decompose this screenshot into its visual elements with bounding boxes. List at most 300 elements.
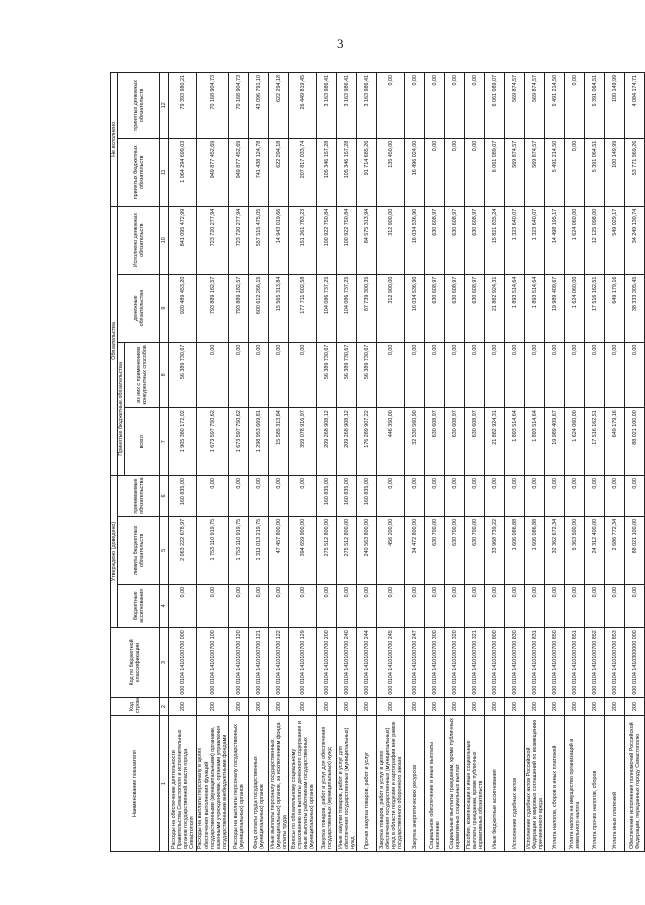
row-line-code: 200 xyxy=(269,698,289,716)
row-value: 104 086 737,25 xyxy=(317,274,337,342)
row-line-code: 200 xyxy=(525,698,545,716)
row-value: 1 893 514,64 xyxy=(525,408,545,476)
row-value: 0,00 xyxy=(485,476,505,517)
row-value: 5 491 214,50 xyxy=(545,138,565,206)
row-value: 21 882 924,31 xyxy=(485,274,505,342)
row-name: Социальные выплаты гражданам, кроме публичных нормативных социальных выплат xyxy=(445,716,465,852)
row-value: 209 268 908,12 xyxy=(317,408,337,476)
row-value: 0,00 xyxy=(197,476,229,517)
row-value: 14 943 019,66 xyxy=(269,206,289,274)
row-value: 104 086 737,25 xyxy=(337,274,357,342)
row-value: 0,00 xyxy=(405,584,425,627)
table-row xyxy=(405,73,425,852)
row-value: 53 771 969,26 xyxy=(625,138,645,206)
table-row xyxy=(445,73,465,852)
row-value: 0,00 xyxy=(625,342,645,408)
row-value: 0,00 xyxy=(229,342,249,408)
table-row xyxy=(289,73,317,852)
header-not-executed-2: принятых денежных обязательств xyxy=(118,73,160,139)
row-line-code: 200 xyxy=(377,698,405,716)
table-row xyxy=(229,73,249,852)
row-line-code: 200 xyxy=(425,698,445,716)
row-value: 0,00 xyxy=(377,342,405,408)
row-value: 0,00 xyxy=(249,342,269,408)
row-value: 0,00 xyxy=(405,476,425,517)
row-value: 0,00 xyxy=(565,73,585,139)
row-value: 0,00 xyxy=(405,73,425,139)
row-value: 0,00 xyxy=(425,138,445,206)
row-value: 630 700,00 xyxy=(425,516,445,584)
row-value: 949 877 452,69 xyxy=(197,138,229,206)
row-line-code: 200 xyxy=(545,698,565,716)
row-budget-code: 000 0104 1410100700 245 xyxy=(377,627,405,697)
row-value: 0,00 xyxy=(229,476,249,517)
row-value: 6 061 089,07 xyxy=(485,138,505,206)
row-value: 0,00 xyxy=(605,476,625,517)
row-value: 1 673 597 750,62 xyxy=(197,408,229,476)
row-value: 0,00 xyxy=(465,342,485,408)
row-name: Уплата иных платежей xyxy=(605,716,625,852)
row-name: Иные бюджетные ассигнования xyxy=(485,716,505,852)
row-value: 312 900,00 xyxy=(377,274,405,342)
row-value: 0,00 xyxy=(525,342,545,408)
row-value: 723 720 277,94 xyxy=(229,206,249,274)
header-not-executed: Не исполнено xyxy=(111,73,118,207)
row-value: 70 168 904,73 xyxy=(197,73,229,139)
row-value: 17 516 162,51 xyxy=(585,274,605,342)
row-value: 32 530 560,90 xyxy=(405,408,425,476)
row-value: 0,00 xyxy=(249,584,269,627)
row-name: Обеспечение исполнения полномочий Российской Федерации, переданных городу Севастополю xyxy=(625,716,645,852)
page-number: 3 xyxy=(337,36,344,51)
row-value: 649 179,16 xyxy=(605,274,625,342)
row-value: 84 575 313,94 xyxy=(357,206,377,274)
header-approved: Утверждено (доведено) xyxy=(111,476,118,628)
row-value: 79 393 980,21 xyxy=(169,73,197,139)
row-value: 630 608,97 xyxy=(425,408,445,476)
row-value: 0,00 xyxy=(269,476,289,517)
table-row xyxy=(425,73,445,852)
table-row xyxy=(269,73,289,852)
row-name: Закупка товаров, работ и услуг в целях обеспечения государственных (муниципальных) нужд в области геодезии и картографии вне рамок государственного оборонного заказа xyxy=(377,716,405,852)
row-value: 0,00 xyxy=(505,342,525,408)
row-value: 21 882 924,31 xyxy=(485,408,505,476)
row-value: 33 968 739,22 xyxy=(485,516,505,584)
row-value: 741 438 124,78 xyxy=(249,138,269,206)
row-line-code: 200 xyxy=(605,698,625,716)
row-value: 0,00 xyxy=(377,476,405,517)
row-value: 0,00 xyxy=(565,138,585,206)
row-name: Исполнение судебных актов xyxy=(505,716,525,852)
row-value: 176 289 907,22 xyxy=(357,408,377,476)
row-value: 0,00 xyxy=(425,73,445,139)
table-row xyxy=(625,73,645,852)
row-name: Фонд оплаты труда государственных (муниципальных) органов xyxy=(249,716,269,852)
row-line-code: 200 xyxy=(505,698,525,716)
row-value: 920 489 453,20 xyxy=(169,274,197,342)
row-name: Уплата прочих налогов, сборов xyxy=(585,716,605,852)
header-accepted-total: всего xyxy=(125,408,160,476)
row-value: 630 608,97 xyxy=(465,206,485,274)
row-budget-code: 000 0104 1410100700 830 xyxy=(505,627,525,697)
row-line-code: 200 xyxy=(337,698,357,716)
row-value: 177 711 602,58 xyxy=(289,274,317,342)
row-value: 1 298 953 669,81 xyxy=(249,408,269,476)
row-value: 209 268 908,12 xyxy=(337,408,357,476)
row-value: 2 063 222 678,97 xyxy=(169,516,197,584)
row-name: Расходы на выплаты персоналу в целях обеспечения выполнения функций государственными (муниципальными) органами, казенными учреждениями, органами управления государственными внебюджетными фондами xyxy=(197,716,229,852)
row-value: 5 491 214,50 xyxy=(545,73,565,139)
row-budget-code: 000 0104 1410100700 300 xyxy=(425,627,445,697)
row-value: 70 168 904,73 xyxy=(229,73,249,139)
row-value: 105 346 157,28 xyxy=(337,138,357,206)
row-line-code: 200 xyxy=(289,698,317,716)
table-row xyxy=(605,73,625,852)
row-value: 15 585 313,84 xyxy=(269,408,289,476)
row-value: 1 753 110 919,75 xyxy=(229,516,249,584)
row-value: 275 512 800,00 xyxy=(337,516,357,584)
row-value: 569 874,57 xyxy=(525,73,545,139)
table-body xyxy=(169,73,645,852)
row-value: 0,00 xyxy=(565,476,585,517)
header-executed: Исполнено денежных обязательств xyxy=(118,206,160,274)
table-row xyxy=(585,73,605,852)
row-value: 47 457 800,00 xyxy=(269,516,289,584)
row-value: 630 608,97 xyxy=(425,274,445,342)
row-value: 0,00 xyxy=(289,584,317,627)
row-value: 1 753 110 919,75 xyxy=(197,516,229,584)
row-value: 841 095 472,99 xyxy=(169,206,197,274)
table-row xyxy=(317,73,337,852)
row-budget-code: 000 0104 1410100700 800 xyxy=(485,627,505,697)
row-name: Иные выплаты персоналу государственных (муниципальных) органов, за исключением фонда оплаты труда xyxy=(269,716,289,852)
row-value: 1 606 086,88 xyxy=(505,516,525,584)
table-row xyxy=(505,73,525,852)
table-row xyxy=(525,73,545,852)
row-budget-code: 000 0104 1410100700 321 xyxy=(465,627,485,697)
row-value: 0,00 xyxy=(169,584,197,627)
header-not-executed-1: принятых бюджетных обязательств xyxy=(118,138,160,206)
row-value: 19 989 409,67 xyxy=(545,274,565,342)
row-value: 16 496 024,00 xyxy=(405,138,425,206)
row-budget-code: 000 0104 1410100700 831 xyxy=(525,627,545,697)
row-value: 1 606 086,88 xyxy=(525,516,545,584)
row-value: 0,00 xyxy=(565,342,585,408)
row-name: Расходы на выплаты персоналу государственных (муниципальных) органов xyxy=(229,716,249,852)
row-value: 24 312 400,00 xyxy=(585,516,605,584)
row-value: 0,00 xyxy=(605,342,625,408)
row-value: 0,00 xyxy=(545,584,565,627)
row-value: 14 498 195,17 xyxy=(545,206,565,274)
row-value: 0,00 xyxy=(585,342,605,408)
row-value: 26 449 819,45 xyxy=(289,73,317,139)
row-value: 0,00 xyxy=(289,342,317,408)
row-value: 56 389 730,67 xyxy=(357,342,377,408)
row-value: 100 922 750,84 xyxy=(317,206,337,274)
row-value: 88 021 100,00 xyxy=(625,408,645,476)
table-row xyxy=(377,73,405,852)
row-name: Уплата налогов, сборов и иных платежей xyxy=(545,716,565,852)
row-value: 0,00 xyxy=(317,584,337,627)
column-index-row: 1 2 3 4 5 6 7 8 9 10 11 12 xyxy=(160,73,169,852)
row-line-code: 200 xyxy=(249,698,269,716)
row-value: 0,00 xyxy=(465,584,485,627)
table-row xyxy=(565,73,585,852)
row-value: 0,00 xyxy=(445,476,465,517)
row-value: 16 034 536,90 xyxy=(405,206,425,274)
row-value: 207 817 033,74 xyxy=(289,138,317,206)
row-value: 0,00 xyxy=(465,138,485,206)
row-value: 0,00 xyxy=(405,342,425,408)
table-row xyxy=(485,73,505,852)
row-value: 91 714 685,26 xyxy=(357,138,377,206)
row-value: 0,00 xyxy=(485,342,505,408)
rotated-report-sheet xyxy=(110,72,641,852)
row-value: 630 608,97 xyxy=(465,408,485,476)
row-value: 600 612 266,15 xyxy=(249,274,269,342)
row-value: 34 472 800,00 xyxy=(405,516,425,584)
row-value: 5 391 064,51 xyxy=(585,73,605,139)
header-approved-2: лимиты бюджетных обязательств xyxy=(118,516,160,584)
row-value: 0,00 xyxy=(377,73,405,139)
row-value: 105 346 157,28 xyxy=(317,138,337,206)
table-row xyxy=(465,73,485,852)
row-line-code: 200 xyxy=(465,698,485,716)
row-value: 630 608,97 xyxy=(465,274,485,342)
row-value: 6 061 089,07 xyxy=(485,73,505,139)
header-approved-1: бюджетные ассигнования xyxy=(118,584,160,627)
row-budget-code: 000 0104 1410300000 000 xyxy=(625,627,645,697)
row-value: 569 874,57 xyxy=(505,73,525,139)
row-value: 15 821 835,24 xyxy=(485,206,505,274)
row-name: Закупка энергетических ресурсов xyxy=(405,716,425,852)
row-line-code: 200 xyxy=(625,698,645,716)
row-value: 622 294,18 xyxy=(269,73,289,139)
header-approved-3: принимаемые обязательства xyxy=(118,476,160,517)
row-value: 100 149,99 xyxy=(605,138,625,206)
row-value: 569 874,57 xyxy=(505,138,525,206)
row-value: 151 261 783,23 xyxy=(289,206,317,274)
header-accepted-competitive: из них с применением конкурентных способов xyxy=(125,342,160,408)
row-value: 949 877 452,69 xyxy=(229,138,249,206)
table-row xyxy=(337,73,357,852)
row-value: 1 893 514,64 xyxy=(525,274,545,342)
row-value: 0,00 xyxy=(545,342,565,408)
row-line-code: 200 xyxy=(445,698,465,716)
row-value: 160 835,00 xyxy=(169,476,197,517)
row-value: 5 363 500,00 xyxy=(565,516,585,584)
table-row xyxy=(357,73,377,852)
row-value: 88 021 100,00 xyxy=(625,516,645,584)
row-value: 0,00 xyxy=(485,584,505,627)
row-budget-code: 000 0104 1410100700 120 xyxy=(229,627,249,697)
row-value: 456 200,00 xyxy=(377,516,405,584)
row-value: 0,00 xyxy=(269,584,289,627)
header-monetary: денежные обязательства xyxy=(118,274,160,342)
row-value: 0,00 xyxy=(505,584,525,627)
row-value: 723 720 277,94 xyxy=(197,206,229,274)
row-value: 0,00 xyxy=(249,476,269,517)
table-row xyxy=(249,73,269,852)
row-budget-code: 000 0104 1410100700 200 xyxy=(317,627,337,697)
row-value: 630 608,97 xyxy=(445,206,465,274)
row-name: Иные закупки товаров, работ и услуг для обеспечения государственных (муниципальных) нужд xyxy=(337,716,357,852)
row-value: 100 922 750,84 xyxy=(337,206,357,274)
row-value: 793 889 182,57 xyxy=(197,274,229,342)
row-value: 630 608,97 xyxy=(445,274,465,342)
row-value: 56 389 730,67 xyxy=(317,342,337,408)
row-budget-code: 000 0104 1410100700 000 xyxy=(169,627,197,697)
row-budget-code: 000 0104 1410100700 247 xyxy=(405,627,425,697)
row-value: 0,00 xyxy=(565,584,585,627)
row-value: 0,00 xyxy=(425,476,445,517)
row-value: 2 686 772,34 xyxy=(605,516,625,584)
row-value: 0,00 xyxy=(425,584,445,627)
row-budget-code: 000 0104 1410100700 244 xyxy=(357,627,377,697)
row-value: 622 294,18 xyxy=(269,138,289,206)
row-line-code: 200 xyxy=(585,698,605,716)
row-value: 0,00 xyxy=(445,138,465,206)
row-budget-code: 000 0104 1410100700 850 xyxy=(545,627,565,697)
row-name: Исполнение судебных актов Российской Федерации и мировых соглашений по возмещению причиненного вреда xyxy=(525,716,545,852)
row-value: 549 029,17 xyxy=(605,206,625,274)
row-name: Прочая закупка товаров, работ и услуг xyxy=(357,716,377,852)
row-line-code: 200 xyxy=(229,698,249,716)
row-value: 0,00 xyxy=(377,584,405,627)
budget-execution-table xyxy=(110,72,645,852)
row-value: 394 659 900,00 xyxy=(289,516,317,584)
row-value: 160 835,00 xyxy=(317,476,337,517)
row-name: Взносы по обязательному социальному страхованию на выплаты денежного содержания и иные выплаты работникам государственных (муниципальных) органов xyxy=(289,716,317,852)
row-budget-code: 000 0104 1410100700 851 xyxy=(565,627,585,697)
row-value: 793 889 182,57 xyxy=(229,274,249,342)
row-value: 135 450,00 xyxy=(377,138,405,206)
row-value: 0,00 xyxy=(337,584,357,627)
row-line-code: 200 xyxy=(565,698,585,716)
header-obligations: Обязательства xyxy=(111,206,118,475)
row-value: 38 333 305,45 xyxy=(625,274,645,342)
row-name: Пособия, компенсации и иные социальные выплаты гражданам, кроме публичных нормативных обязательств xyxy=(465,716,485,852)
row-value: 0,00 xyxy=(445,342,465,408)
row-line-code: 200 xyxy=(485,698,505,716)
row-value: 5 391 064,51 xyxy=(585,138,605,206)
row-value: 0,00 xyxy=(197,342,229,408)
row-value: 1 323 640,07 xyxy=(505,206,525,274)
row-line-code: 200 xyxy=(405,698,425,716)
row-value: 4 084 174,71 xyxy=(625,73,645,139)
row-value: 557 515 475,05 xyxy=(249,206,269,274)
row-value: 87 739 300,35 xyxy=(357,274,377,342)
row-value: 1 624 060,00 xyxy=(565,274,585,342)
row-value: 1 624 060,00 xyxy=(565,408,585,476)
row-value: 1 323 640,07 xyxy=(525,206,545,274)
row-value: 1 624 060,00 xyxy=(565,206,585,274)
row-value: 630 700,00 xyxy=(445,516,465,584)
table-row xyxy=(197,73,229,852)
row-value: 15 565 313,84 xyxy=(269,274,289,342)
row-budget-code: 000 0104 1410100700 122 xyxy=(269,627,289,697)
row-value: 1 905 380 172,02 xyxy=(169,408,197,476)
row-name: Расходы на обеспечение деятельности Правительства Севастополя и исполнительных органов государственной власти города Севастополя xyxy=(169,716,197,852)
row-value: 56 389 730,67 xyxy=(337,342,357,408)
row-value: 0,00 xyxy=(229,584,249,627)
row-value: 1 673 597 750,62 xyxy=(229,408,249,476)
header-name: Наименование показателя xyxy=(111,716,160,852)
row-value: 160 835,00 xyxy=(337,476,357,517)
row-line-code: 200 xyxy=(169,698,197,716)
row-value: 3 163 986,41 xyxy=(317,73,337,139)
row-budget-code: 000 0104 1410100700 852 xyxy=(585,627,605,697)
row-value: 630 608,97 xyxy=(445,408,465,476)
row-value: 0,00 xyxy=(585,476,605,517)
row-budget-code: 000 0104 1410100700 240 xyxy=(337,627,357,697)
row-value: 312 900,00 xyxy=(377,206,405,274)
row-value: 0,00 xyxy=(445,584,465,627)
header-accepted-budget: Принятые бюджетные обязательства xyxy=(118,342,125,476)
row-value: 0,00 xyxy=(465,73,485,139)
row-budget-code: 000 0104 1410100700 853 xyxy=(605,627,625,697)
row-value: 56 389 730,67 xyxy=(169,342,197,408)
row-value: 0,00 xyxy=(357,584,377,627)
row-value: 16 034 536,90 xyxy=(405,274,425,342)
table-row xyxy=(169,73,197,852)
header-line-code: Код строки xyxy=(111,698,160,716)
row-value: 34 249 130,74 xyxy=(625,206,645,274)
row-value: 359 078 916,97 xyxy=(289,408,317,476)
row-value: 12 125 098,00 xyxy=(585,206,605,274)
row-value: 0,00 xyxy=(525,584,545,627)
table-row xyxy=(545,73,565,852)
row-value: 3 163 986,41 xyxy=(357,73,377,139)
row-value: 3 163 986,41 xyxy=(337,73,357,139)
row-value: 19 989 409,67 xyxy=(545,408,565,476)
row-value: 275 512 800,00 xyxy=(317,516,337,584)
row-value: 0,00 xyxy=(465,476,485,517)
row-value: 32 362 672,34 xyxy=(545,516,565,584)
row-value: 1 893 514,64 xyxy=(505,408,525,476)
row-value: 0,00 xyxy=(585,584,605,627)
row-value: 0,00 xyxy=(197,584,229,627)
row-value: 1 064 294 699,03 xyxy=(169,138,197,206)
row-value: 43 096 791,10 xyxy=(249,73,269,139)
row-line-code: 200 xyxy=(317,698,337,716)
row-value: 100 149,99 xyxy=(605,73,625,139)
row-name: Закупка товаров, работ и услуг для обеспечения государственных (муниципальных) нужд xyxy=(317,716,337,852)
row-value: 160 835,00 xyxy=(357,476,377,517)
row-value: 0,00 xyxy=(505,476,525,517)
row-value: 240 563 800,00 xyxy=(357,516,377,584)
row-value: 1 893 514,64 xyxy=(505,274,525,342)
row-value: 630 608,97 xyxy=(425,206,445,274)
row-value: 0,00 xyxy=(269,342,289,408)
row-name: Социальное обеспечение и иные выплаты населению xyxy=(425,716,445,852)
row-value: 569 874,57 xyxy=(525,138,545,206)
row-value: 446 350,00 xyxy=(377,408,405,476)
row-value: 17 516 162,51 xyxy=(585,408,605,476)
row-line-code: 200 xyxy=(197,698,229,716)
header-budget-code: Код по бюджетной классификации xyxy=(111,627,160,697)
row-budget-code: 000 0104 1410100700 129 xyxy=(289,627,317,697)
row-budget-code: 000 0104 1410100700 121 xyxy=(249,627,269,697)
row-value: 0,00 xyxy=(445,73,465,139)
row-value: 1 311 013 219,75 xyxy=(249,516,269,584)
row-value: 0,00 xyxy=(289,476,317,517)
row-value: 0,00 xyxy=(605,584,625,627)
row-value: 0,00 xyxy=(625,584,645,627)
row-budget-code: 000 0104 1410100700 320 xyxy=(445,627,465,697)
row-value: 0,00 xyxy=(525,476,545,517)
row-value: 0,00 xyxy=(425,342,445,408)
